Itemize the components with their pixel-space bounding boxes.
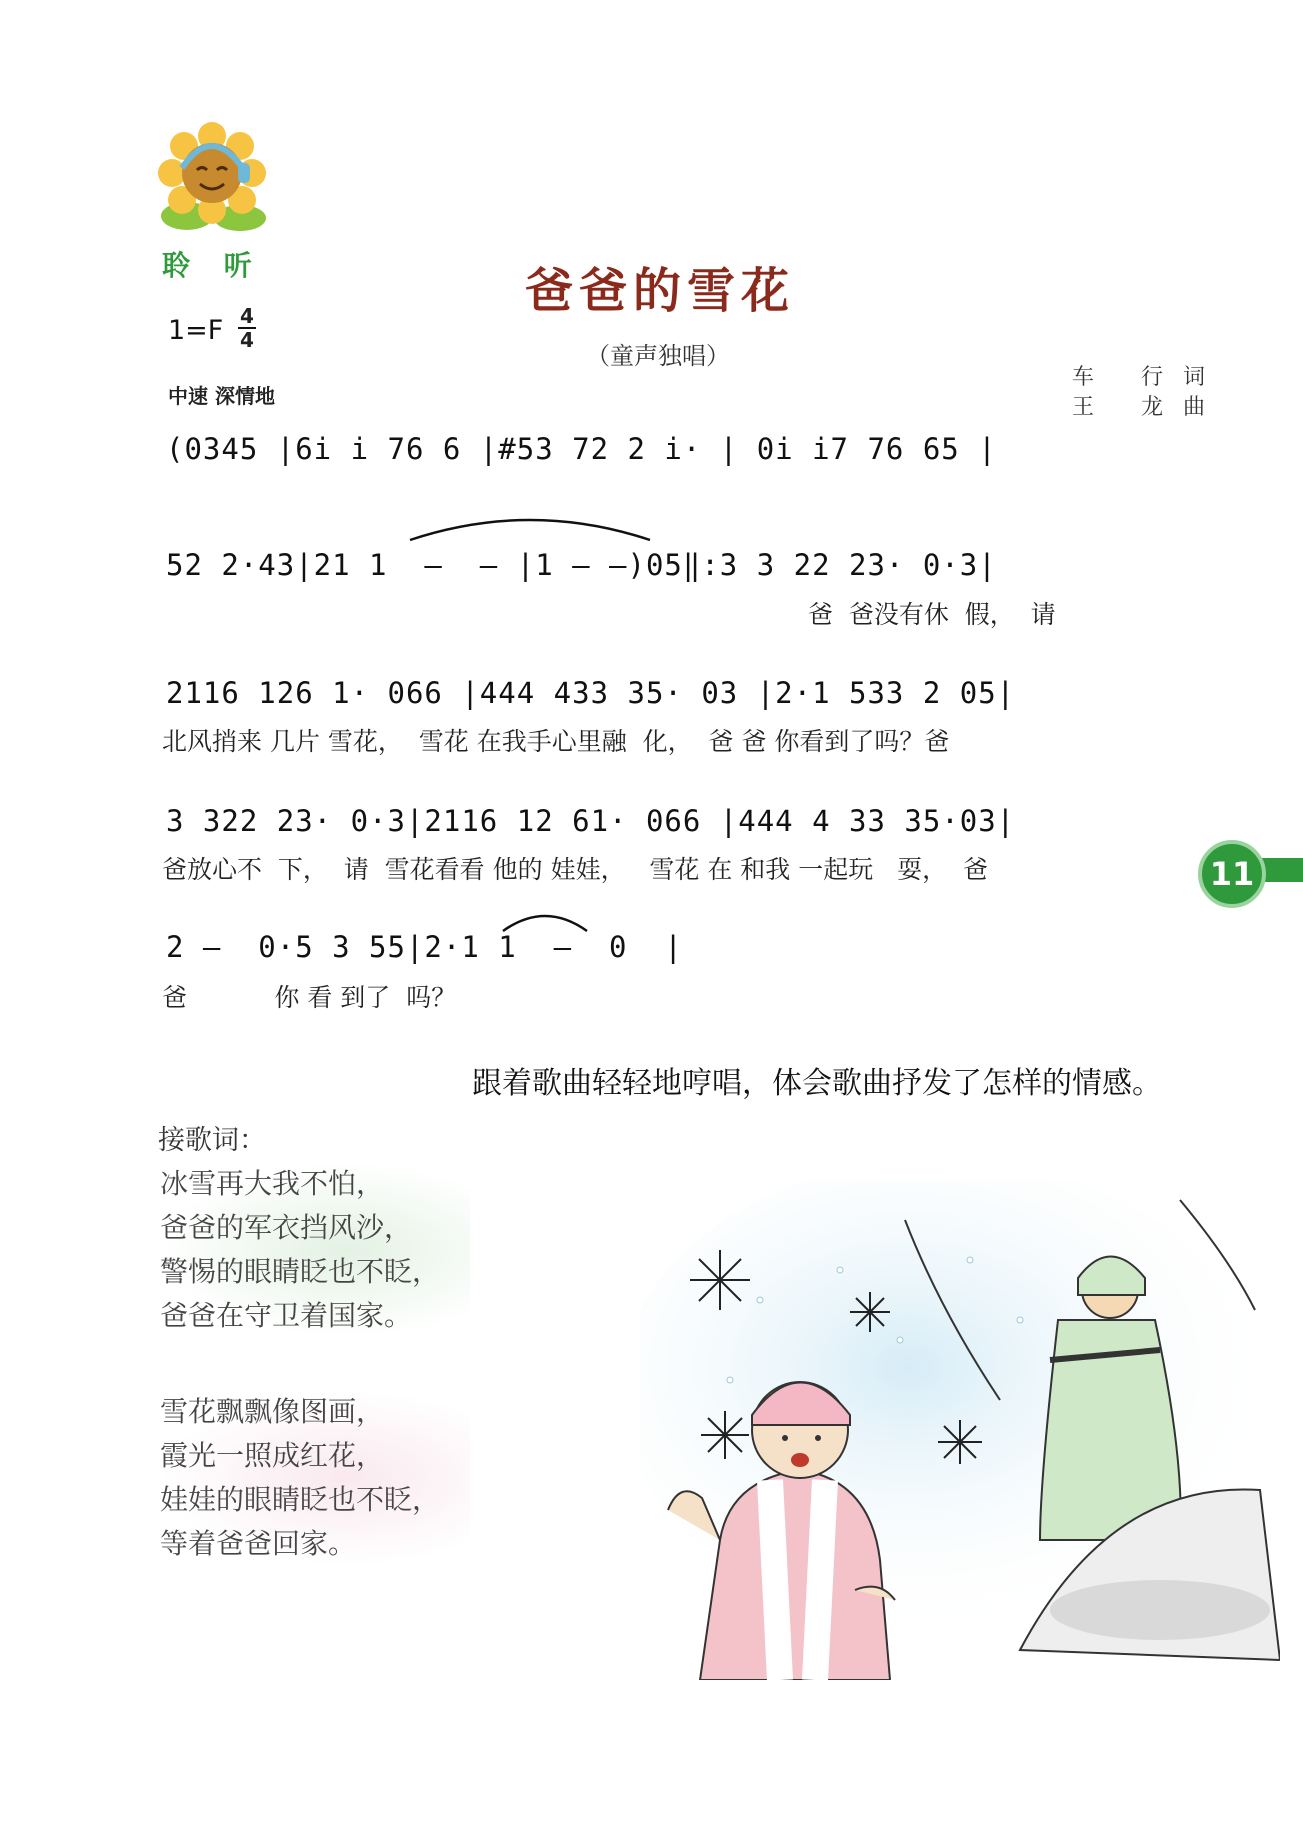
score-line-2: 52 2·43|21 1 – – |1 – –)05‖:3 3 22 23· 0·3| bbox=[166, 548, 997, 582]
verse-2 bbox=[160, 1390, 470, 1566]
verse-1 bbox=[160, 1162, 470, 1338]
lyrics-heading: 接歌词： bbox=[158, 1125, 266, 1156]
page-number: 11 bbox=[1198, 840, 1266, 908]
lyric-line-3: 北风捎来 几片 雪花， 雪花 在我手心里融 化， 爸 爸 你看到了吗？爸 bbox=[162, 727, 950, 756]
key-signature: 1=F bbox=[168, 315, 224, 346]
composer-credit: 王 龙曲 bbox=[1072, 395, 1225, 420]
score-line-1: (0345 |6i i 76 6 |#53 72 2 i· | 0i i7 76 65 | bbox=[166, 432, 997, 466]
score-line-3: 2116 126 1· 066 |444 433 35· 03 |2·1 533 2 05| bbox=[166, 676, 1016, 710]
lyric-line-5: 爸 你 看 到了 吗？ bbox=[162, 983, 457, 1012]
tempo-marking: 中速 深情地 bbox=[168, 384, 275, 408]
verse-line: 警惕的眼睛眨也不眨， bbox=[160, 1255, 441, 1288]
verse-line: 等着爸爸回家。 bbox=[160, 1527, 357, 1560]
score-line-4: 3 322 23· 0·3|2116 12 61· 066 |444 4 33 35·03| bbox=[166, 804, 1016, 838]
song-subtitle: （童声独唱） bbox=[586, 342, 730, 370]
verse-line: 爸爸在守卫着国家。 bbox=[160, 1299, 413, 1332]
slur-mark bbox=[400, 505, 660, 545]
song-title: 爸爸的雪花 bbox=[524, 263, 795, 319]
verse-line: 娃娃的眼睛眨也不眨， bbox=[160, 1483, 441, 1516]
sunflower-headphones-icon bbox=[152, 118, 272, 238]
lyric-line-2: 爸 爸没有休 假， 请 bbox=[808, 600, 1056, 629]
verse-line: 霞光一照成红花， bbox=[160, 1439, 385, 1472]
time-signature bbox=[236, 305, 258, 351]
verse-line: 冰雪再大我不怕， bbox=[160, 1167, 385, 1200]
score-line-5: 2 – 0·5 3 55|2·1 1 – 0 | bbox=[166, 930, 683, 964]
section-label: 聆 听 bbox=[162, 249, 264, 282]
time-signature-top: 4 bbox=[240, 304, 254, 328]
lyricist-credit: 车 行词 bbox=[1072, 365, 1225, 390]
child-and-soldier-in-snow-illustration bbox=[640, 1180, 1280, 1680]
verse-line: 雪花飘飘像图画， bbox=[160, 1395, 385, 1428]
time-signature-bottom: 4 bbox=[240, 328, 254, 352]
listening-instruction: 跟着歌曲轻轻地哼唱，体会歌曲抒发了怎样的情感。 bbox=[472, 1066, 1162, 1101]
verse-line: 爸爸的军衣挡风沙， bbox=[160, 1211, 413, 1244]
lyric-line-4: 爸放心不 下， 请 雪花看看 他的 娃娃， 雪花 在 和我 一起玩 耍， 爸 bbox=[162, 855, 988, 884]
